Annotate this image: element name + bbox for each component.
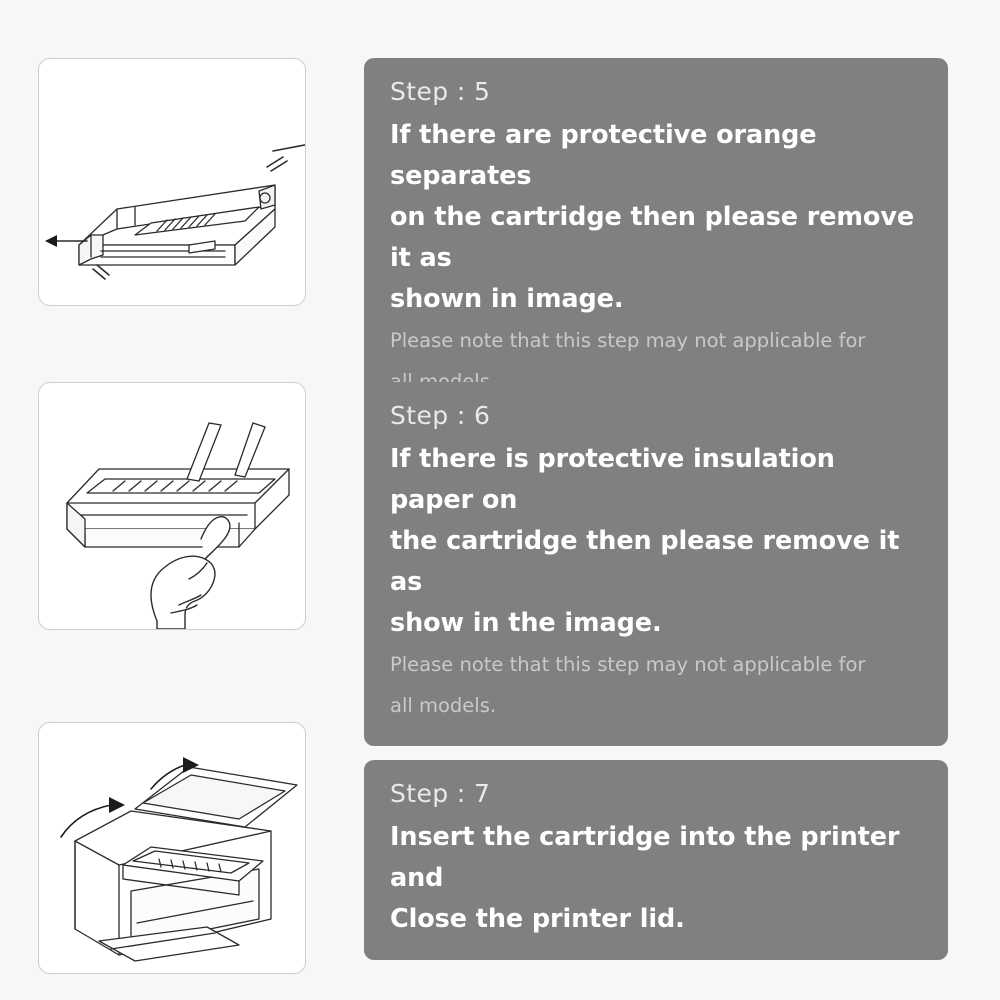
illustration-card-step-6 bbox=[38, 382, 306, 630]
step-row-5 bbox=[0, 58, 1000, 422]
step-row-7 bbox=[0, 722, 1000, 974]
step-main-line: If there are protective orange separates bbox=[390, 120, 817, 191]
step-main-line: Close the printer lid. bbox=[390, 904, 685, 934]
step-panel-6 bbox=[364, 382, 948, 746]
toner-cartridge-pull-orange-seal-diagram bbox=[39, 59, 305, 305]
step-row-6 bbox=[0, 382, 1000, 746]
printer-open-lid-insert-cartridge-diagram bbox=[39, 723, 305, 973]
step-note-line: Please note that this step may not applicable for bbox=[390, 653, 866, 676]
hands-removing-insulation-paper-diagram bbox=[39, 383, 305, 629]
step-main-line: show in the image. bbox=[390, 608, 662, 638]
step-main-text bbox=[390, 817, 922, 940]
step-label: Step : 6 bbox=[390, 401, 491, 430]
illustration-card-step-7 bbox=[38, 722, 306, 974]
step-note-text bbox=[390, 644, 922, 726]
step-main-text bbox=[390, 115, 922, 320]
step-main-line: the cartridge then please remove it as bbox=[390, 526, 900, 597]
step-main-text bbox=[390, 439, 922, 644]
step-panel-7 bbox=[364, 760, 948, 960]
step-note-line: all models. bbox=[390, 694, 497, 717]
step-note-line: Please note that this step may not applicable for bbox=[390, 329, 866, 352]
step-main-line: If there is protective insulation paper on bbox=[390, 444, 835, 515]
step-label: Step : 7 bbox=[390, 779, 491, 808]
step-main-line: Insert the cartridge into the printer and bbox=[390, 822, 900, 893]
illustration-card-step-5 bbox=[38, 58, 306, 306]
step-main-line: shown in image. bbox=[390, 284, 624, 314]
step-panel-5 bbox=[364, 58, 948, 422]
step-main-line: on the cartridge then please remove it as bbox=[390, 202, 915, 273]
step-label: Step : 5 bbox=[390, 77, 491, 106]
